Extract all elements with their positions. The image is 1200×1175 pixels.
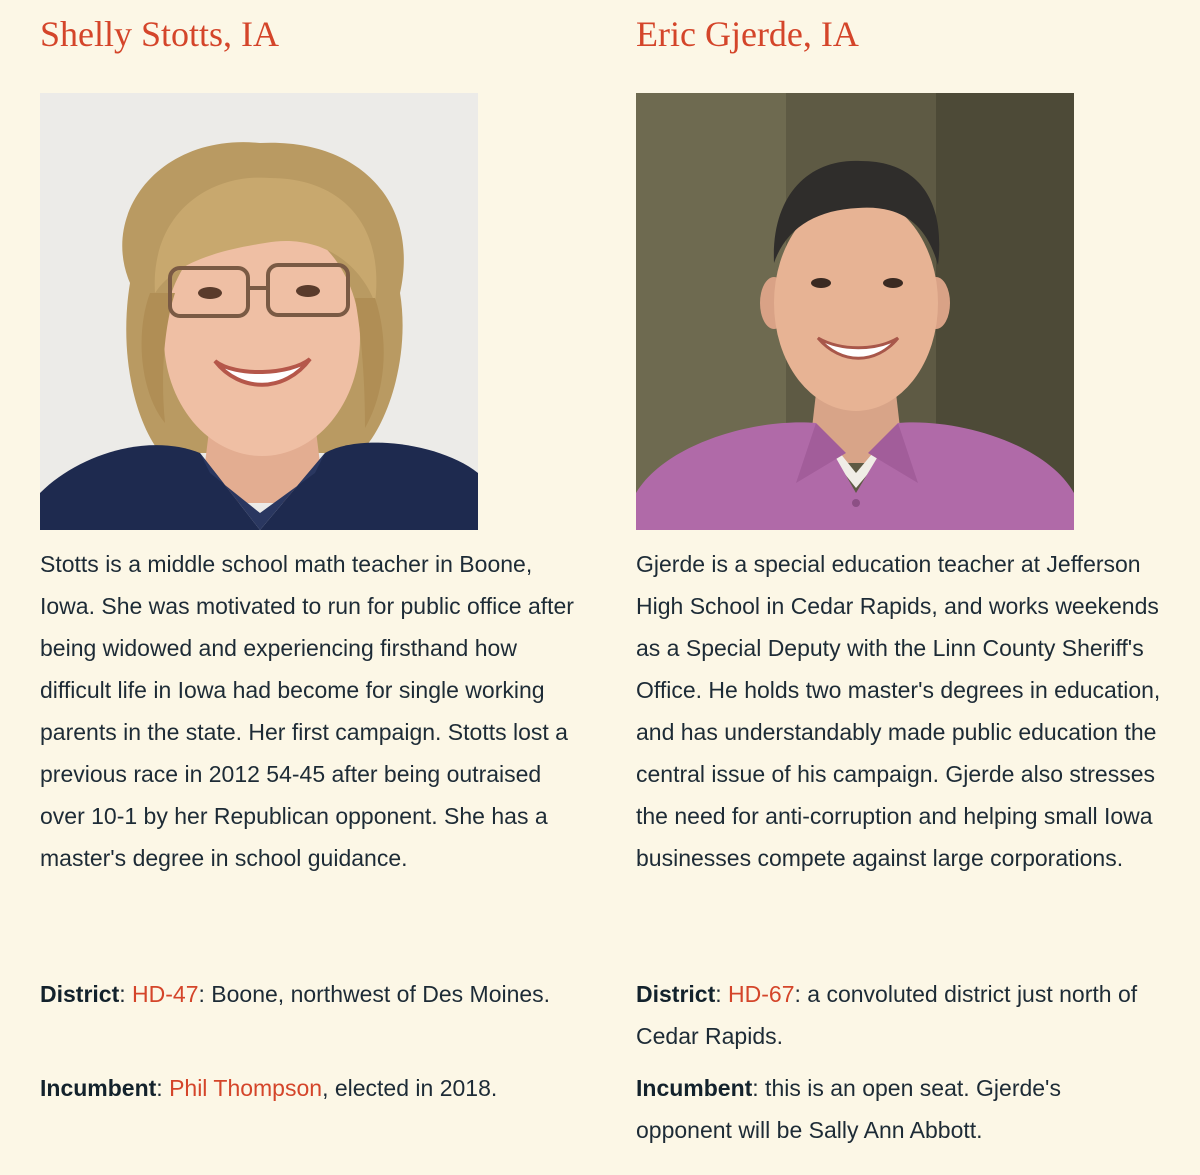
- candidate-name: Eric Gjerde, IA: [636, 14, 859, 54]
- district-link-hd-47[interactable]: HD-47: [132, 981, 199, 1007]
- district-label: District: [636, 981, 716, 1007]
- incumbent-label: Incumbent: [636, 1075, 753, 1101]
- incumbent-link-phil-thompson[interactable]: Phil Thompson: [169, 1075, 323, 1101]
- incumbent-description: , elected in 2018.: [322, 1075, 498, 1101]
- district-label: District: [40, 981, 120, 1007]
- district-description: : Boone, northwest of Des Moines.: [198, 981, 551, 1007]
- candidate-photo: [636, 93, 1074, 530]
- candidate-district: [636, 973, 1156, 1057]
- candidate-name: Shelly Stotts, IA: [40, 14, 280, 54]
- incumbent-description: : this is an open seat. Gjerde's opponent will be Sally Ann Abbott.: [636, 1075, 1061, 1143]
- district-description: : a convoluted district just north of Cedar Rapids.: [636, 981, 1138, 1049]
- district-link-hd-67[interactable]: HD-67: [728, 981, 795, 1007]
- candidate-incumbent: [40, 1067, 590, 1109]
- incumbent-label: Incumbent: [40, 1075, 157, 1101]
- incumbent-label-colon: :: [156, 1075, 170, 1101]
- candidate-bio: Gjerde is a special education teacher at Jefferson High School in Cedar Rapids, and works weekends as a Special Deputy with the Linn County Sheriff's Office. He holds two master's degrees in education, and has understandably made public education the central issue of his campaign. Gjerde also stresses the need for anti-corruption and helping small Iowa businesses compete against large corporations.: [636, 551, 1161, 871]
- district-label-colon: :: [119, 981, 133, 1007]
- candidate-bio: Stotts is a middle school math teacher in Boone, Iowa. She was motivated to run for public office after being widowed and experiencing firsthand how difficult life in Iowa had become for single working parents in the state. Her first campaign. Stotts lost a previous race in 2012 54-45 after being outraised over 10-1 by her Republican opponent. She has a master's degree in school guidance.: [40, 551, 574, 871]
- district-label-colon: :: [715, 981, 729, 1007]
- candidate-district: [40, 973, 560, 1015]
- candidate-photo: [40, 93, 478, 530]
- candidate-incumbent: [636, 1067, 1156, 1151]
